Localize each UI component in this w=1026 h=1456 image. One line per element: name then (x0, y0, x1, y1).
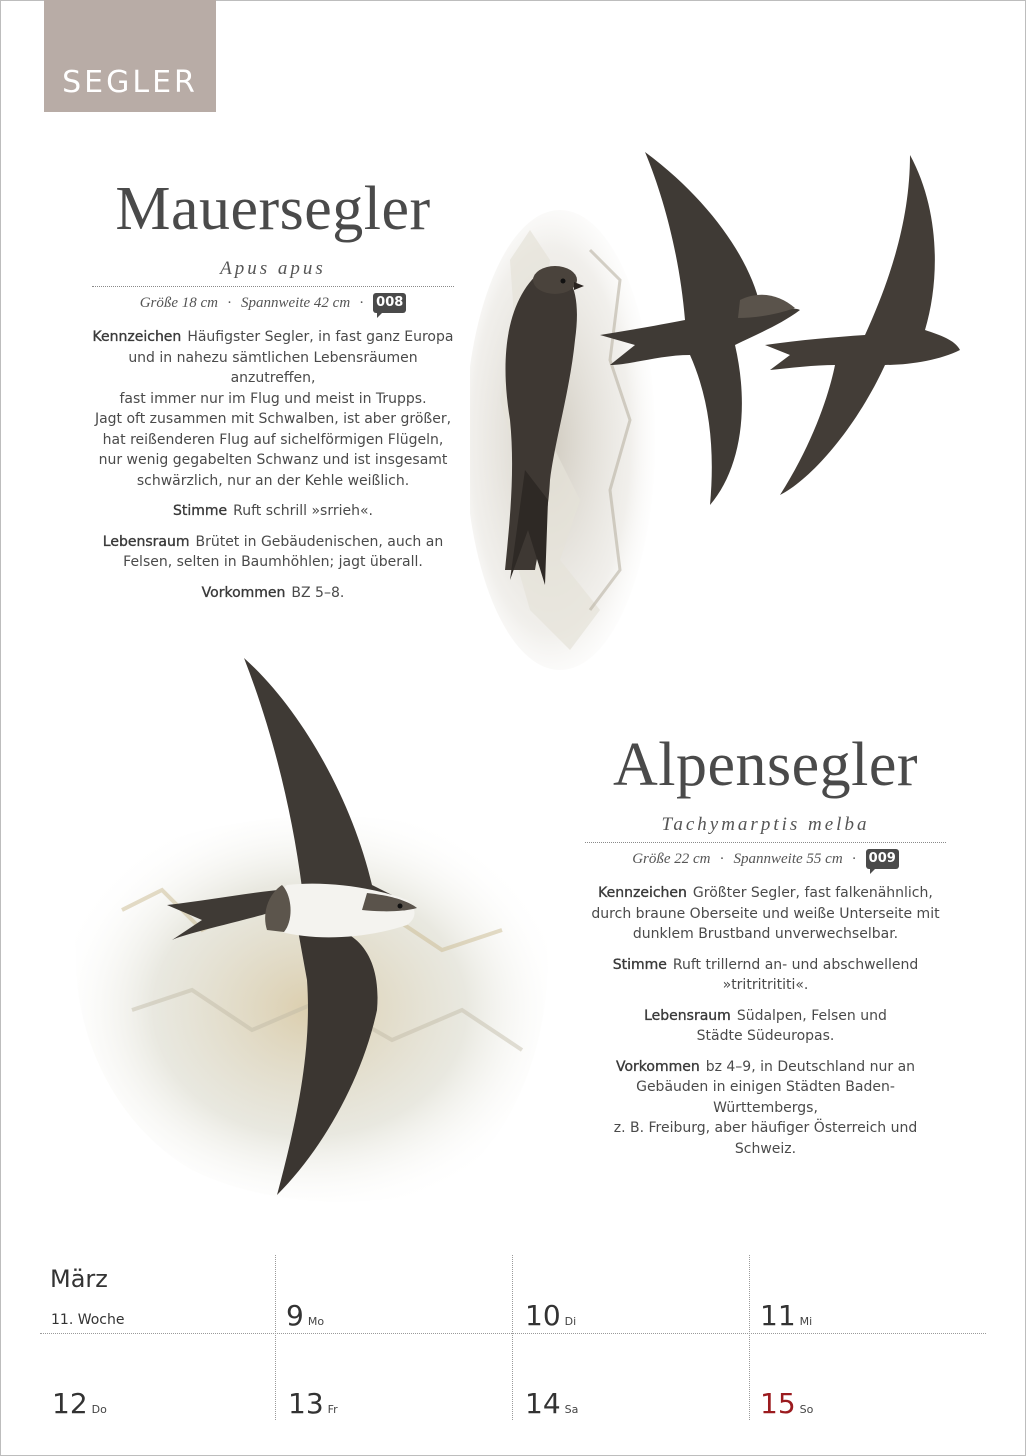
divider (585, 842, 946, 843)
separator-dot: · (851, 850, 857, 867)
day-cell-9[interactable] (286, 1299, 325, 1332)
category-label: SEGLER (62, 65, 198, 100)
field-lebensraum: Lebensraum Brütet in Gebäudenischen, auch an Felsen, selten in Baumhöhlen; jagt überall. (102, 533, 444, 570)
day-of-week: Sa (564, 1403, 579, 1416)
field-stimme: Stimme Ruft trillernd an- und abschwellend »tritritrititi«. (612, 956, 919, 993)
species-latin-name: Tachymarptis melba (661, 814, 870, 835)
species-name: Mauersegler (115, 175, 431, 243)
species-alpensegler (585, 731, 946, 1169)
field-vorkommen: Vorkommen BZ 5–8. (201, 584, 345, 601)
field-kennzeichen: Kennzeichen Größter Segler, fast falkenähnlich, durch braune Oberseite und weiße Unterseite mit dunklem Brustband unverwechselbar. (591, 885, 940, 942)
species-description (92, 327, 454, 603)
field-vorkommen: Vorkommen bz 4–9, in Deutschland nur an Gebäuden in einigen Städten Baden-Württembergs, z. B. Freiburg, aber häufiger Österreich und Schweiz. (613, 1058, 918, 1157)
day-of-week: Di (564, 1315, 577, 1328)
species-measurements (92, 293, 454, 313)
species-mauersegler (92, 175, 454, 613)
day-number: 15 (760, 1387, 796, 1420)
field-key: Lebensraum (644, 1007, 731, 1024)
grid-divider (40, 1333, 986, 1334)
day-cell-15[interactable] (760, 1387, 814, 1420)
field-key: Kennzeichen (92, 329, 182, 345)
calendar-grid (40, 1255, 986, 1420)
field-stimme: Stimme Ruft schrill »srrieh«. (172, 503, 373, 519)
mauersegler-illustration (470, 140, 990, 670)
separator-dot: · (227, 294, 233, 311)
audio-number-badge: 008 (373, 293, 406, 313)
field-key: Vorkommen (201, 584, 286, 601)
day-number: 12 (52, 1387, 88, 1420)
grid-divider (512, 1255, 513, 1420)
field-key: Stimme (172, 503, 228, 519)
separator-dot: · (359, 294, 365, 311)
day-cell-14[interactable] (525, 1387, 579, 1420)
day-number: 9 (286, 1299, 304, 1332)
size-text: Größe 18 cm (139, 294, 219, 311)
day-cell-12[interactable] (52, 1387, 107, 1420)
species-description (585, 883, 946, 1159)
field-key: Vorkommen (615, 1058, 700, 1075)
field-key: Lebensraum (102, 533, 190, 550)
alpensegler-illustration (62, 650, 562, 1210)
grid-divider (275, 1255, 276, 1420)
day-of-week: Mo (307, 1315, 325, 1328)
day-number: 10 (525, 1299, 561, 1332)
grid-divider (749, 1255, 750, 1420)
field-kennzeichen: Kennzeichen Häufigster Segler, in fast ganz Europa und in nahezu sämtlichen Lebensräumen anzutreffen, fast immer nur im Flug und meist in Trupps. Jagt oft zusammen mit Schwalben, ist aber größer, hat reißenderen Flug auf sichelförmigen Flügeln, nur wenig gegabelten Schwanz und ist insgesamt schwärzlich, nur an der Kehle weißlich. (92, 329, 454, 489)
day-number: 13 (288, 1387, 324, 1420)
day-cell-11[interactable] (760, 1299, 813, 1332)
species-measurements (585, 849, 946, 869)
bird-flying-icon (765, 155, 960, 495)
separator-dot: · (719, 850, 725, 867)
week-label: 11. Woche (51, 1312, 125, 1328)
species-latin-name: Apus apus (220, 258, 326, 279)
day-of-week: Do (91, 1403, 107, 1416)
field-key: Kennzeichen (598, 885, 687, 901)
field-key: Stimme (612, 956, 667, 973)
field-lebensraum: Lebensraum Südalpen, Felsen und Städte Südeuropas. (644, 1007, 887, 1044)
wingspan-text: Spannweite 42 cm (241, 294, 351, 311)
day-of-week: Fr (327, 1403, 338, 1416)
day-cell-13[interactable] (288, 1387, 338, 1420)
category-tab (44, 0, 216, 112)
audio-number-badge: 009 (866, 849, 899, 869)
day-of-week: Mi (799, 1315, 813, 1328)
day-number: 14 (525, 1387, 561, 1420)
day-of-week: So (799, 1403, 814, 1416)
divider (92, 286, 454, 287)
species-name: Alpensegler (612, 731, 919, 799)
size-text: Größe 22 cm (632, 850, 711, 867)
day-number: 11 (760, 1299, 796, 1332)
day-cell-10[interactable] (525, 1299, 577, 1332)
month-label: März (50, 1265, 108, 1293)
wingspan-text: Spannweite 55 cm (733, 850, 843, 867)
